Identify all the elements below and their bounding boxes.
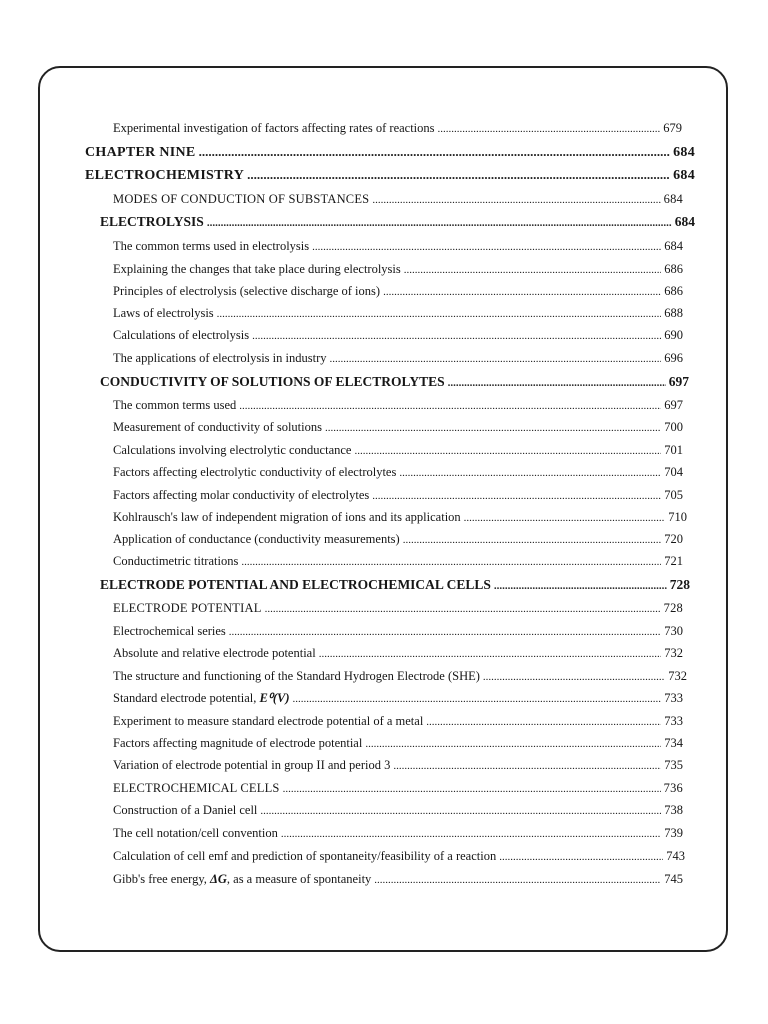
leader-dots	[229, 624, 661, 640]
leader-dots	[247, 167, 670, 183]
leader-dots	[365, 736, 661, 752]
toc-entry-label: Kohlrausch's law of independent migration of ions and its application	[113, 510, 461, 524]
toc-entry[interactable]	[113, 464, 683, 481]
toc-entry[interactable]	[113, 713, 683, 730]
toc-entry-page: 733	[664, 691, 683, 705]
toc-entry[interactable]	[113, 305, 683, 322]
toc-entry-label: ELECTRODE POTENTIAL	[113, 601, 262, 615]
toc-entry[interactable]	[113, 825, 683, 842]
leader-dots	[354, 443, 661, 459]
toc-entry-label: ELECTROLYSIS	[100, 214, 204, 229]
toc-entry-page: 686	[664, 284, 683, 298]
leader-dots	[281, 826, 661, 842]
toc-entry-page: 696	[664, 351, 683, 365]
toc-entry-page: 710	[668, 510, 687, 524]
toc-entry[interactable]	[113, 690, 683, 707]
toc-entry-page: 732	[664, 646, 683, 660]
toc-entry-page: 734	[664, 736, 683, 750]
toc-entry-section[interactable]	[100, 374, 689, 391]
toc-entry-label: The structure and functioning of the Standard Hydrogen Electrode (SHE)	[113, 669, 480, 683]
toc-entry[interactable]	[113, 397, 683, 414]
toc-entry-page: 739	[664, 826, 683, 840]
toc-entry[interactable]	[113, 668, 687, 685]
toc-entry-label-text: Gibb's free energy,	[113, 872, 211, 886]
toc-entry-label: CONDUCTIVITY OF SOLUTIONS OF ELECTROLYTES	[100, 374, 445, 389]
toc-entry-page: 684	[664, 239, 683, 253]
toc-entry-label: Electrochemical series	[113, 624, 226, 638]
toc-entry[interactable]	[113, 487, 683, 504]
leader-dots	[464, 510, 666, 526]
toc-entry-page: 733	[664, 714, 683, 728]
toc-entry-label-suffix: , as a measure of spontaneity	[226, 872, 372, 886]
toc-entry-page: 688	[664, 306, 683, 320]
toc-entry-label: Experiment to measure standard electrode potential of a metal	[113, 714, 424, 728]
toc-entry-label: Factors affecting electrolytic conductivity of electrolytes	[113, 465, 397, 479]
toc-entry-page: 745	[664, 872, 683, 886]
toc-entry-page: 684	[673, 145, 695, 160]
leader-dots	[199, 144, 671, 160]
toc-entry-page: 736	[663, 781, 683, 795]
toc-entry-page: 704	[664, 465, 683, 479]
toc-entry[interactable]	[113, 442, 683, 459]
toc-entry-label: The common terms used in electrolysis	[113, 239, 310, 253]
toc-entry[interactable]	[113, 757, 683, 774]
leader-dots	[239, 398, 661, 414]
toc-entry-page: 679	[663, 121, 682, 135]
leader-dots	[383, 284, 661, 300]
toc-entry[interactable]	[113, 238, 683, 255]
toc-entry-label: Factors affecting magnitude of electrode potential	[113, 736, 363, 750]
toc-entry-label: Laws of electrolysis	[113, 306, 214, 320]
toc-entry-page: 732	[668, 669, 687, 683]
toc-entry-label-text: Standard electrode potential,	[113, 691, 260, 705]
toc-entry-label: ELECTROCHEMISTRY	[85, 168, 245, 183]
toc-entry-label: CHAPTER NINE	[85, 145, 196, 160]
leader-dots	[494, 578, 667, 594]
leader-dots	[499, 849, 663, 865]
leader-dots	[438, 121, 661, 137]
toc-entry-page: 728	[669, 577, 690, 592]
toc-entry-page: 697	[668, 374, 689, 389]
toc-entry-page: 684	[663, 192, 683, 206]
toc-entry-page: 720	[664, 532, 683, 546]
toc-entry-page: 735	[664, 758, 683, 772]
toc-entry[interactable]	[113, 553, 683, 570]
leader-dots	[319, 646, 662, 662]
leader-dots	[312, 239, 661, 255]
toc-entry-label: The common terms used	[113, 398, 237, 412]
toc-entry[interactable]	[113, 871, 683, 888]
leader-dots	[207, 215, 672, 231]
leader-dots	[403, 532, 662, 548]
leader-dots	[372, 192, 660, 208]
toc-entry-chapter-title[interactable]	[85, 167, 695, 184]
toc-entry-label: Experimental investigation of factors affecting rates of reactions	[113, 121, 435, 135]
toc-entry-page: 686	[664, 262, 683, 276]
toc-entry[interactable]	[113, 780, 683, 797]
toc-entry[interactable]	[113, 645, 683, 662]
leader-dots	[404, 262, 661, 278]
toc-entry-label: Calculations involving electrolytic conductance	[113, 443, 352, 457]
leader-dots	[399, 465, 661, 481]
toc-entry-page: 738	[664, 803, 683, 817]
toc-entry[interactable]	[113, 735, 683, 752]
leader-dots	[325, 420, 661, 436]
leader-dots	[426, 714, 661, 730]
toc-entry[interactable]	[113, 600, 683, 617]
toc-entry-page: 701	[664, 443, 683, 457]
toc-entry-section[interactable]	[100, 214, 695, 231]
toc-entry-label: Factors affecting molar conductivity of electrolytes	[113, 488, 370, 502]
toc-entry-label: The cell notation/cell convention	[113, 826, 278, 840]
leader-dots	[372, 488, 661, 504]
toc-entry[interactable]	[113, 531, 683, 548]
gibbs-energy-symbol: ΔG	[210, 872, 227, 886]
toc-entry-label: Principles of electrolysis (selective discharge of ions)	[113, 284, 381, 298]
toc-entry-label: Explaining the changes that take place during electrolysis	[113, 262, 401, 276]
toc-entry-label: Absolute and relative electrode potential	[113, 646, 316, 660]
toc-entry-label: ELECTRODE POTENTIAL AND ELECTROCHEMICAL CELLS	[100, 577, 491, 592]
leader-dots	[260, 803, 661, 819]
leader-dots	[293, 691, 662, 707]
toc-entry-label: Measurement of conductivity of solutions	[113, 420, 322, 434]
toc-entry-label: MODES OF CONDUCTION OF SUBSTANCES	[113, 192, 370, 206]
toc-entry-page: 697	[664, 398, 683, 412]
leader-dots	[448, 375, 666, 391]
toc-entry-page: 721	[664, 554, 683, 568]
toc-entry-label: Calculation of cell emf and prediction of spontaneity/feasibility of a reaction	[113, 849, 497, 863]
toc-entry[interactable]	[113, 191, 683, 208]
toc-entry[interactable]	[113, 848, 685, 865]
toc-entry[interactable]	[113, 120, 682, 137]
leader-dots	[217, 306, 662, 322]
toc-entry-label: The applications of electrolysis in industry	[113, 351, 327, 365]
toc-entry-page: 743	[666, 849, 685, 863]
leader-dots	[241, 554, 661, 570]
leader-dots	[374, 872, 661, 888]
toc-entry-page: 700	[664, 420, 683, 434]
toc-entry-page: 728	[663, 601, 683, 615]
leader-dots	[330, 351, 662, 367]
toc-entry-label: ELECTROCHEMICAL CELLS	[113, 781, 280, 795]
leader-dots	[283, 781, 661, 797]
toc-entry[interactable]	[113, 802, 683, 819]
leader-dots	[483, 669, 665, 685]
toc-entry-page: 684	[673, 168, 695, 183]
toc-entry[interactable]	[113, 327, 683, 344]
toc-entry[interactable]	[113, 283, 683, 300]
toc-entry[interactable]	[113, 350, 683, 367]
toc-entry-label	[113, 871, 371, 887]
toc-entry-label: Construction of a Daniel cell	[113, 803, 258, 817]
toc-entry-page: 705	[664, 488, 683, 502]
leader-dots	[265, 601, 661, 617]
leader-dots	[393, 758, 661, 774]
toc-entry-label: Application of conductance (conductivity measurements)	[113, 532, 400, 546]
toc-entry-page: 684	[674, 214, 695, 229]
toc-entry[interactable]	[113, 419, 683, 436]
toc-entry-label: Conductimetric titrations	[113, 554, 239, 568]
toc-entry-page: 690	[664, 328, 683, 342]
toc-entry-chapter[interactable]	[85, 144, 695, 161]
toc-entry-label	[113, 690, 290, 706]
toc-entry-section[interactable]	[100, 577, 690, 594]
toc-entry[interactable]	[113, 509, 687, 526]
leader-dots	[252, 328, 661, 344]
toc-entry-label: Calculations of electrolysis	[113, 328, 250, 342]
toc-entry[interactable]	[113, 261, 683, 278]
toc-entry-label: Variation of electrode potential in group II and period 3	[113, 758, 391, 772]
standard-potential-symbol: E⁰(V)	[259, 691, 290, 705]
toc-entry-page: 730	[664, 624, 683, 638]
toc-entry[interactable]	[113, 623, 683, 640]
